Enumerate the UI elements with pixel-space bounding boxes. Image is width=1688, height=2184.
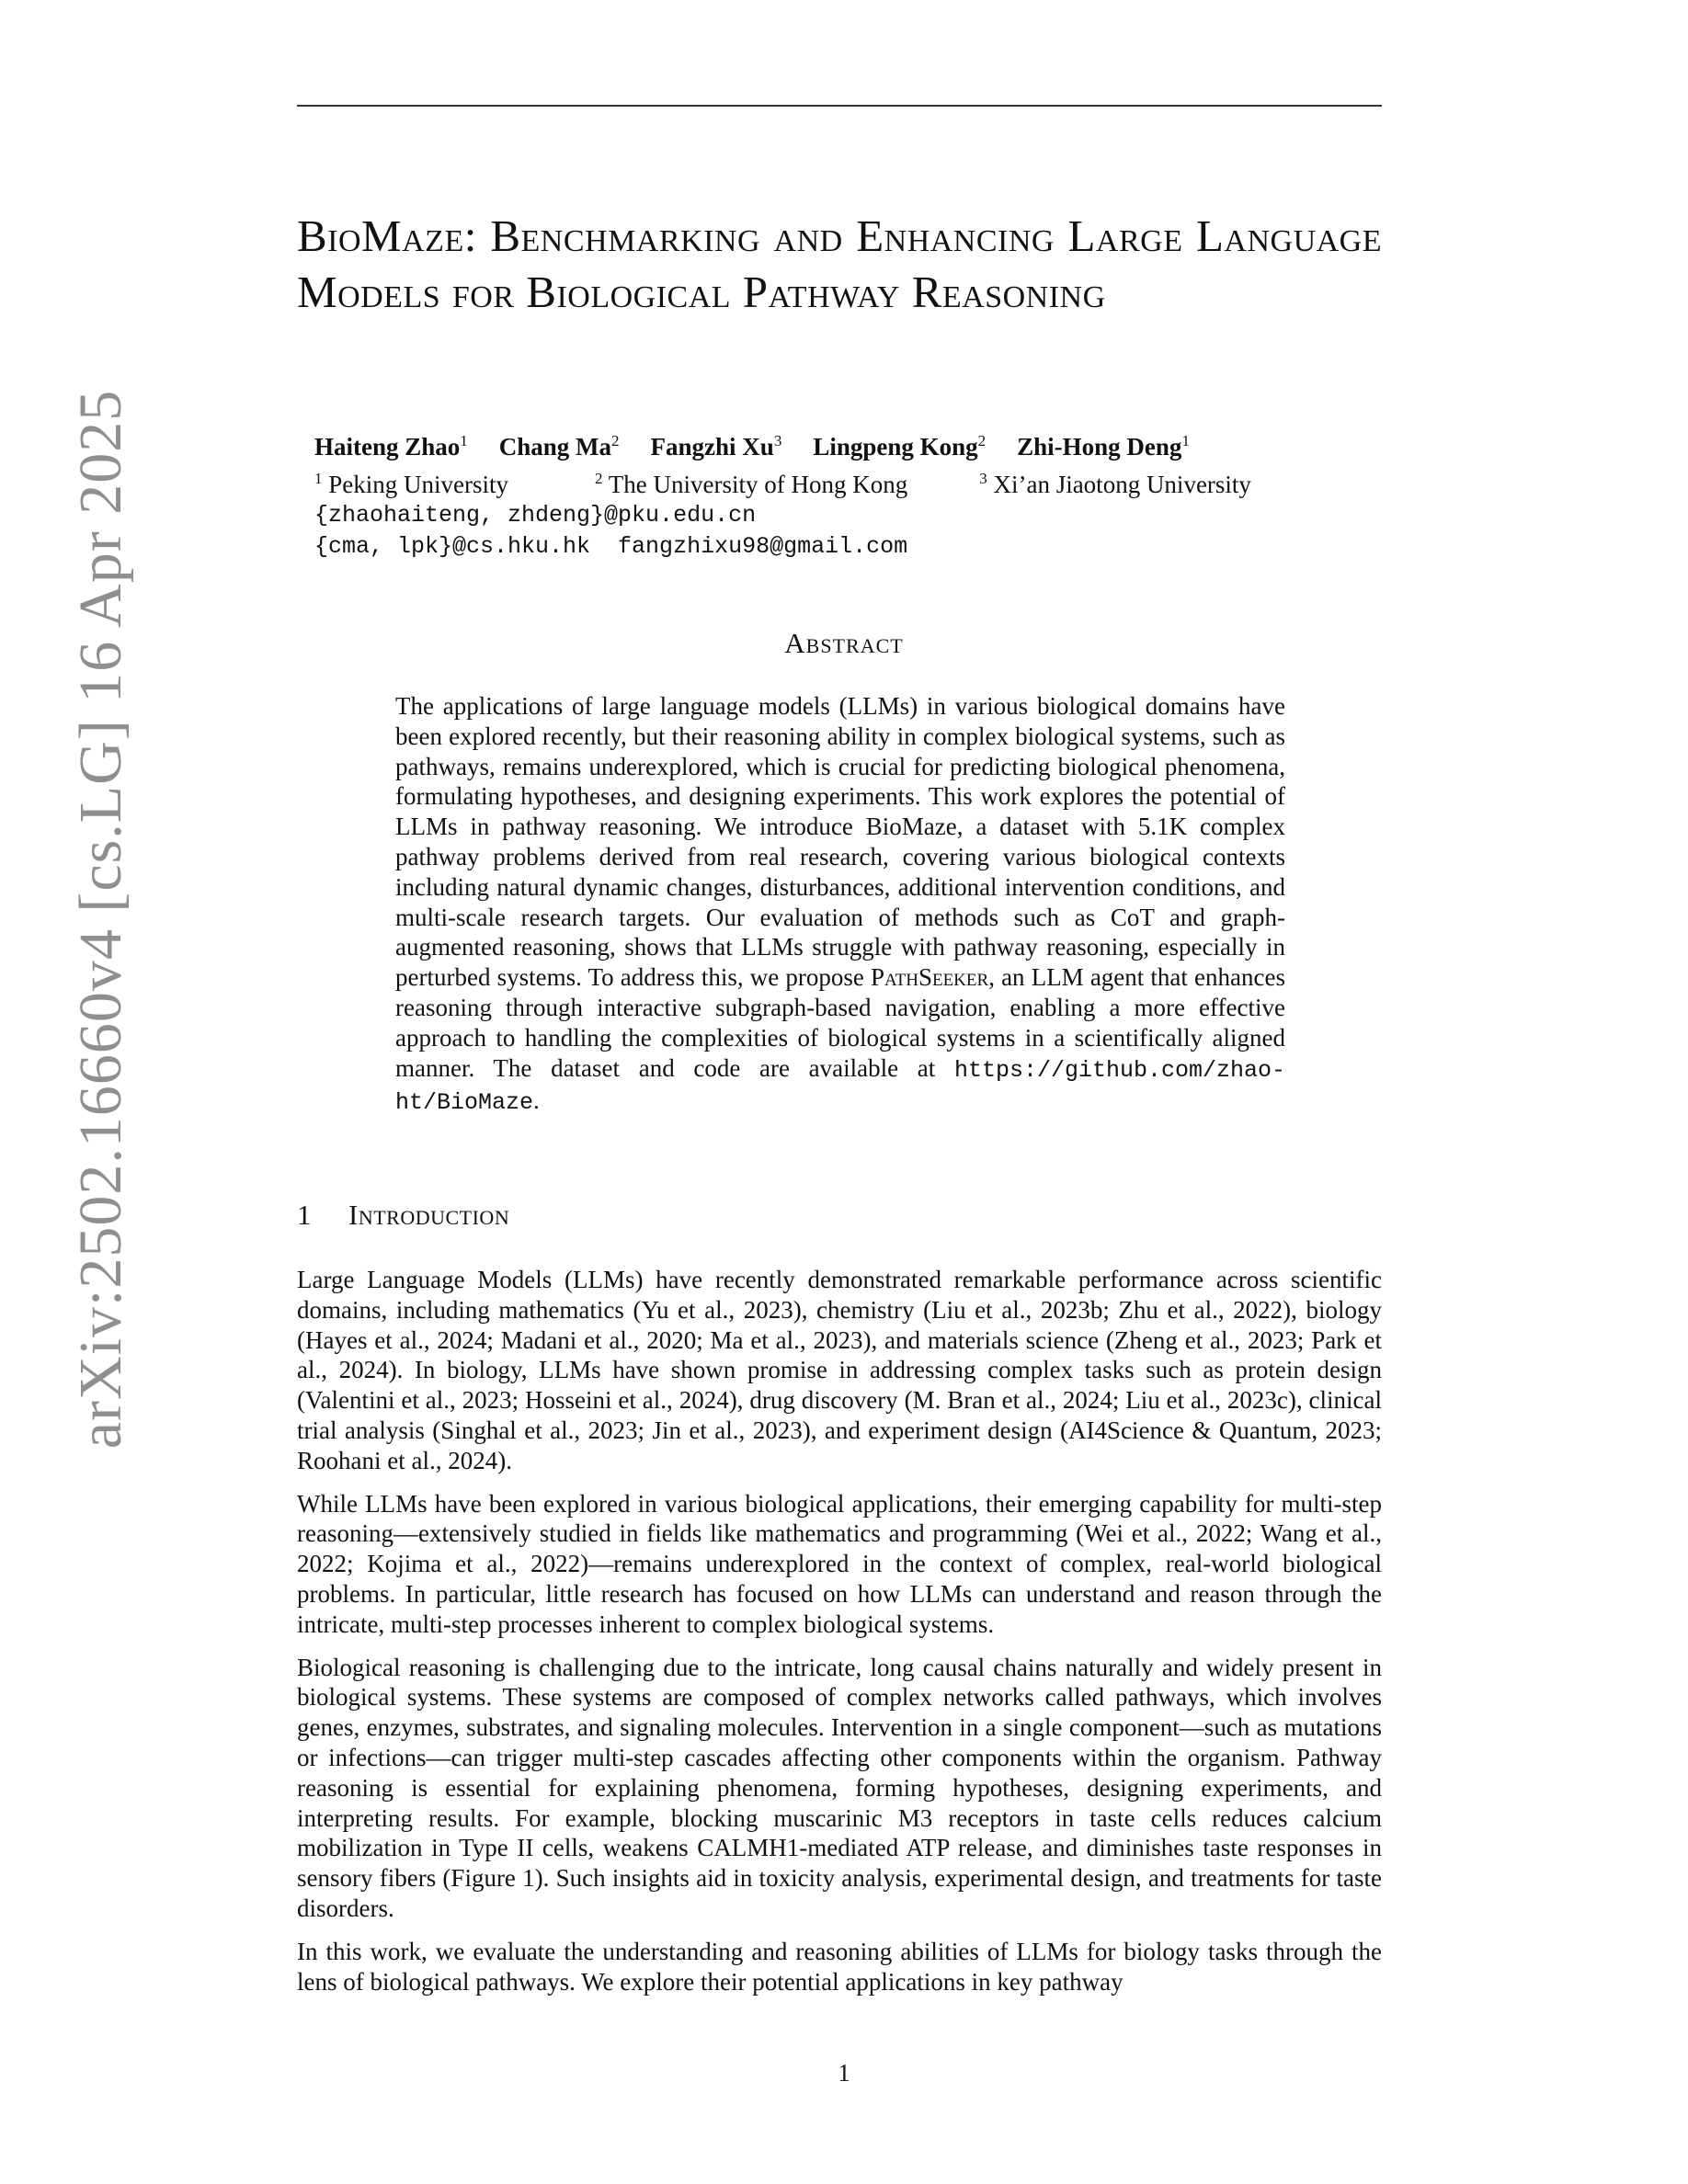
abstract-text: The applications of large language models (LLMs) in various biological domains have been explored recently, but their reasoning ability in complex biological systems, such as pathways, remains underexplored, which is crucial for predicting biological phenomena, formulating hypotheses, and designing experiments. This work explores the potential of LLMs in pathway reasoning. We introduce BioMaze, a dataset with 5.1K complex pathway problems derived from real research, covering various biological contexts including natural dynamic changes, disturbances, additional intervention conditions, and multi-scale research targets. Our evaluation of methods such as CoT and graph-augmented reasoning, shows that LLMs struggle with pathway reasoning, especially in perturbed systems. To address this, we propose PathSeeker, an LLM agent that enhances reasoning through interactive subgraph-based navigation, enabling a more effective approach to handling the complexities of biological systems in a scientifically aligned manner. The dataset and code are available at https://github.com/zhao-ht/BioMaze.	[395, 692, 1286, 1117]
paragraph: While LLMs have been explored in various biological applications, their emerging capability for multi-step reasoning—extensively studied in fields like mathematics and programming (Wei et al., 2022; Wang et al., 2022; Kojima et al., 2022)—remains underexplored in the context of complex, real-world biological problems. In particular, little research has focused on how LLMs can understand and reason through the intricate, multi-step processes inherent to complex biological systems.	[297, 1489, 1382, 1638]
author-list	[314, 425, 1381, 463]
author: Lingpeng Kong$^2$	[813, 432, 987, 461]
dataset-link[interactable]: https://github.com/zhao-ht/BioMaze	[395, 1056, 1286, 1117]
header-rule	[297, 105, 1382, 107]
page-number: 1	[838, 2059, 850, 2087]
system-name: PathSeeker	[871, 963, 989, 992]
paragraph: Large Language Models (LLMs) have recently demonstrated remarkable performance across scientific domains, including mathematics (Yu et al., 2023), chemistry (Liu et al., 2023b; Zhu et al., 2022), biology (Hayes et al., 2024; Madani et al., 2020; Ma et al., 2023), and materials science (Zheng et al., 2023; Park et al., 2024). In biology, LLMs have shown promise in addressing complex tasks such as protein design (Valentini et al., 2023; Hosseini et al., 2024), drug discovery (M. Bran et al., 2024; Liu et al., 2023c), clinical trial analysis (Singhal et al., 2023; Jin et al., 2023), and experiment design (AI4Science & Quantum, 2023; Roohani et al., 2024).	[297, 1266, 1382, 1474]
paper-title: BioMaze: Benchmarking and Enhancing Large Language Models for Biological Pathway Reasoning	[297, 210, 1382, 317]
affiliation: Peking University	[328, 471, 508, 498]
arxiv-watermark: arXiv:2502.16660v4 [cs.LG] 16 Apr 2025	[67, 389, 134, 1450]
paragraph: Biological reasoning is challenging due to the intricate, long causal chains naturally and widely present in biological systems. These systems are composed of complex networks called pathways, which involves genes, enzymes, substrates, and signaling molecules. Intervention in a single component—such as mutations or infections—can trigger multi-step cascades affecting other components within the organism. Pathway reasoning is essential for explaining phenomena, forming hypotheses, designing experiments, and interpreting results. For example, blocking muscarinic M3 receptors in taste cells reduces calcium mobilization in Type II cells, weakens CALMH1-mediated ATP release, and diminishes taste responses in sensory fibers (Figure 1). Such insights aid in toxicity analysis, experimental design, and treatments for taste disorders.	[297, 1653, 1382, 1922]
abstract-heading: Abstract	[784, 627, 904, 659]
affiliations: $^1$ Peking University $^2$ The University of Hong Kong $^3$ Xi’an Jiaotong University	[314, 470, 1251, 498]
section-heading	[297, 1199, 509, 1232]
email-line: {cma, lpk}@cs.hku.hk fangzhixu98@gmail.com	[314, 533, 908, 560]
author-block	[314, 425, 1381, 563]
author: Chang Ma$^2$	[498, 432, 620, 461]
introduction-body	[297, 1265, 1382, 2009]
author: Fangzhi Xu$^3$	[650, 432, 782, 461]
email-line: {zhaohaiteng, zhdeng}@pku.edu.cn	[314, 502, 757, 529]
section-title: Introduction	[348, 1199, 510, 1231]
paragraph: In this work, we evaluate the understanding and reasoning abilities of LLMs for biology tasks through the lens of biological pathways. We explore their potential applications in key pathway	[297, 1937, 1382, 1996]
affiliation: The University of Hong Kong	[608, 471, 908, 498]
author: Haiteng Zhao$^1$	[314, 432, 468, 461]
affiliation: Xi’an Jiaotong University	[993, 471, 1251, 498]
author: Zhi-Hong Deng$^1$	[1017, 432, 1190, 461]
section-number: 1	[297, 1199, 312, 1231]
